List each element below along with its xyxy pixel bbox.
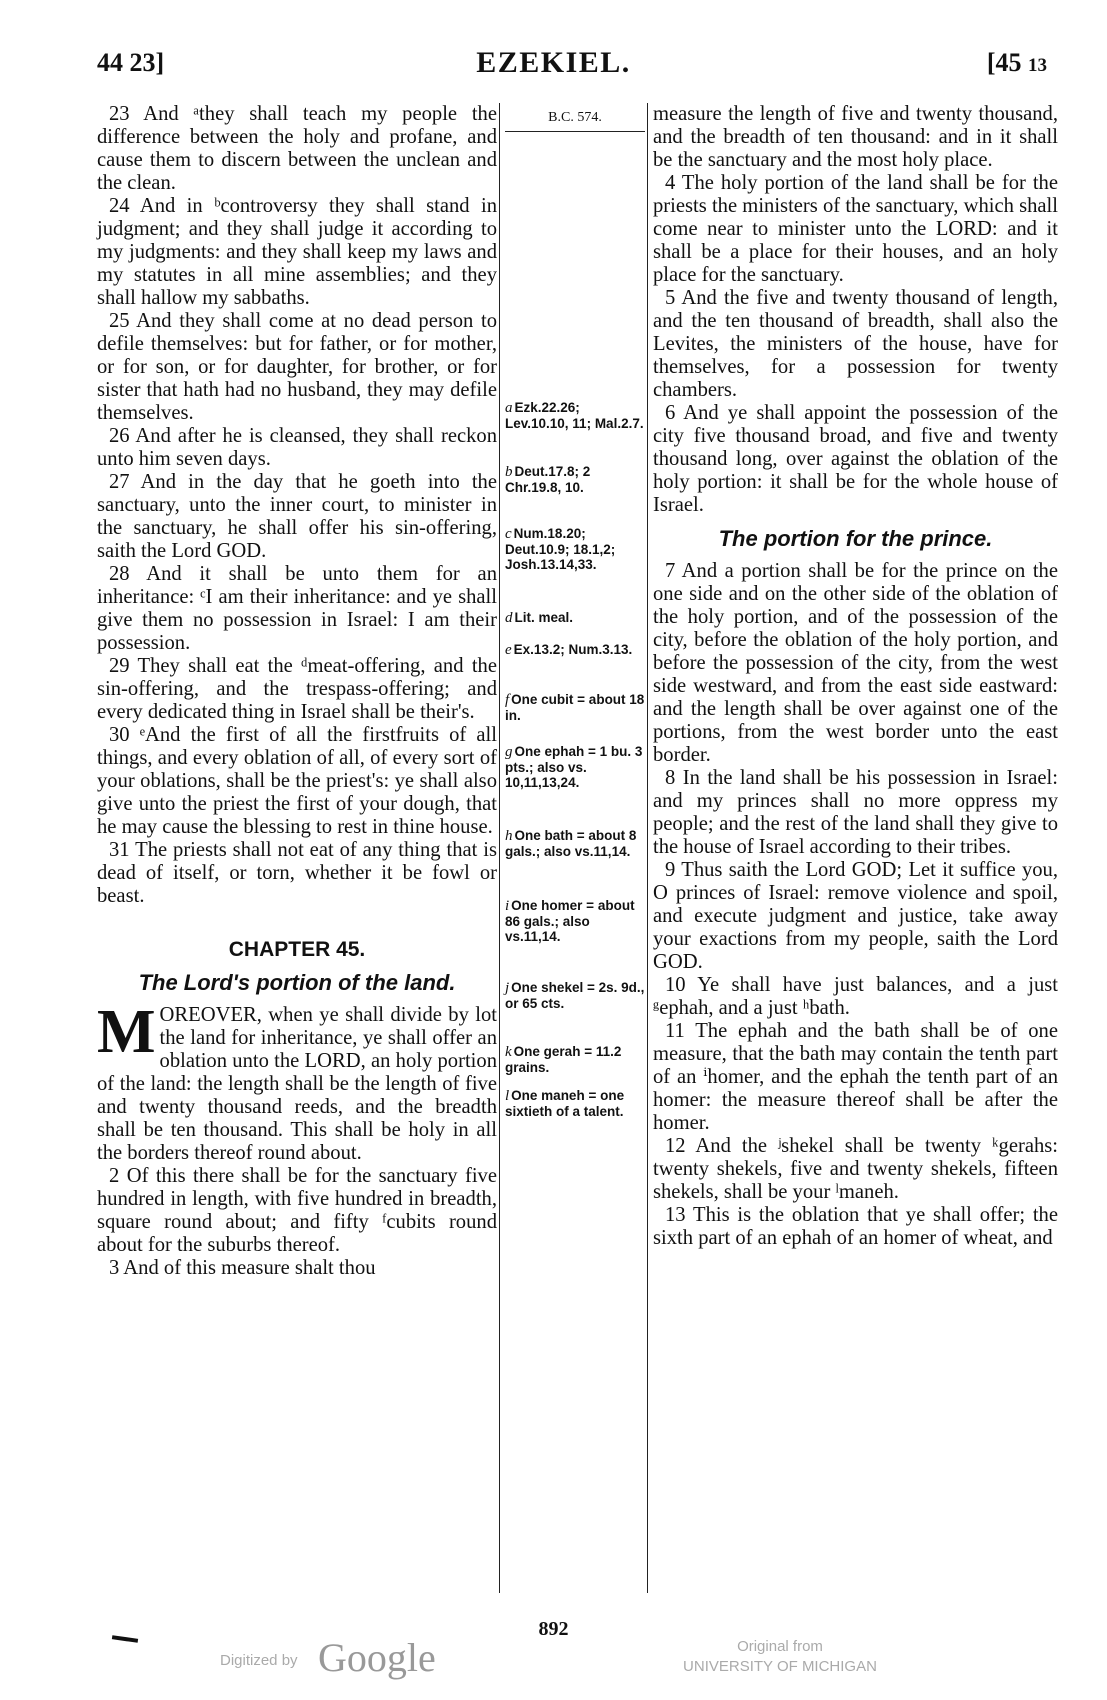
note-text: One gerah = 11.2 grains. — [505, 1044, 622, 1075]
margin-note — [505, 464, 645, 495]
verse-45-3: 3 And of this measure shalt thou — [109, 1257, 376, 1279]
verse-45-2: 2 Of this there shall be for the sanctuary five hundred in length, with five hundred in breadth, square round about; and fifty ᶠcubits round about for the suburbs thereof. — [97, 1165, 497, 1256]
verse-44-24: 24 And in ᵇcontroversy they shall stand in judgment; and they shall judge it according to my judgments: and they shall keep my laws and my statutes in all mine assemblies; and they shall hallow my sabbaths. — [97, 195, 497, 309]
verse-45-8: 8 In the land shall be his possession in Israel: and my princes shall no more oppress my people; and the rest of the land shall they give to the house of Israel according to their tribes. — [653, 767, 1058, 858]
note-mark: b — [505, 464, 513, 480]
verse-44-30: 30 ᵉAnd the first of all the firstfruits of all things, and every oblation of all, of every sort of your oblations, shall be the priest's: ye shall also give unto the priest the first of your dough, that he may cause the blessing to rest in thine house. — [97, 724, 497, 838]
note-text: Lit. meal. — [514, 610, 574, 625]
original-from-label: Original from — [737, 1638, 823, 1655]
verse-44-31: 31 The priests shall not eat of any thing that is dead of itself, or torn, whether it be fowl or beast. — [97, 839, 497, 907]
note-mark: g — [505, 744, 513, 760]
margin-year: B.C. 574. — [505, 110, 645, 132]
verse-45-4: 4 The holy portion of the land shall be for the priests the ministers of the sanctuary, which shall come near to minister unto the LORD: and it shall be a place for their houses, and an holy place for the sanctuary. — [653, 172, 1058, 286]
verse-45-1 — [97, 998, 497, 1165]
verse-44-29: 29 They shall eat the ᵈmeat-offering, and the sin-offering, and the trespass-offering; and every dedicated thing in Israel shall be their's. — [97, 655, 497, 723]
header-chapter-verse-left: 44 23] — [97, 48, 165, 77]
verse-45-3-cont: measure the length of five and twenty thousand, and the breadth of ten thousand: and in it shall be the sanctuary and the most holy place. — [653, 103, 1058, 171]
note-text: Num.18.20; Deut.10.9; 18.1,2; Josh.13.14,33. — [505, 526, 616, 572]
note-text: One bath = about 8 gals.; also vs.11,14. — [505, 828, 637, 859]
digitized-label: Digitized by — [220, 1652, 298, 1669]
header-chapter-verse-right — [987, 48, 1047, 78]
verse-45-11: 11 The ephah and the bath shall be of one measure, that the bath may contain the tenth part of an ⁱhomer, and the ephah the tenth part of an homer: the measure thereof shall be after the homer. — [653, 1020, 1058, 1134]
verse-45-13: 13 This is the oblation that ye shall offer; the sixth part of an ephah of an homer of wheat, and — [653, 1204, 1058, 1249]
left-text-column — [97, 103, 497, 1280]
margin-note — [505, 400, 645, 431]
note-text: Ezk.22.26; Lev.10.10, 11; Mal.2.7. — [505, 400, 644, 431]
margin-note — [505, 744, 645, 790]
margin-note — [505, 1044, 645, 1075]
verse-44-25: 25 And they shall come at no dead person to defile themselves: but for father, or for mother, or for son, or for daughter, for brother, or for sister that hath had no husband, they may defile themselves. — [97, 310, 497, 424]
note-mark: f — [505, 692, 510, 708]
note-text: One maneh = one sixtieth of a talent. — [505, 1088, 625, 1119]
note-mark: h — [505, 828, 513, 844]
verse-45-10: 10 Ye shall have just balances, and a just ᵍephah, and a just ʰbath. — [653, 974, 1058, 1019]
right-text-column — [653, 103, 1058, 1250]
verse-44-27: 27 And in the day that he goeth into the sanctuary, unto the inner court, to minister in the sanctuary, he shall offer his sin-offering, saith the Lord GOD. — [97, 471, 497, 562]
source-attribution — [660, 1637, 900, 1677]
verse-44-23: 23 And ᵃthey shall teach my people the difference between the holy and profane, and cause them to discern between the unclean and the clean. — [97, 103, 497, 194]
note-mark: k — [505, 1044, 512, 1060]
page-number: 892 — [538, 1618, 569, 1640]
drop-cap-letter: M — [97, 998, 156, 1066]
note-mark: a — [505, 400, 513, 416]
page-title: EZEKIEL. — [476, 46, 631, 79]
chapter-heading: CHAPTER 45. — [228, 938, 366, 961]
university-label: UNIVERSITY OF MICHIGAN — [683, 1658, 877, 1675]
note-mark: c — [505, 526, 512, 542]
verse-45-5: 5 And the five and twenty thousand of length, and the ten thousand of breadth, shall also the Levites, the ministers of the house, have for themselves, for a possession for twenty chambers. — [653, 287, 1058, 401]
note-mark: e — [505, 642, 512, 658]
note-mark: i — [505, 898, 510, 914]
note-text: One ephah = 1 bu. 3 pts.; also vs. 10,11,13,24. — [505, 744, 643, 790]
verse-45-9: 9 Thus saith the Lord GOD; Let it suffice you, O princes of Israel: remove violence and spoil, and execute judgment and justice, take away your exactions from my people, saith the Lord GOD. — [653, 859, 1058, 973]
header-right-verse: 13 — [1028, 55, 1047, 76]
margin-note — [505, 980, 645, 1011]
note-mark: l — [505, 1088, 510, 1104]
verse-45-6: 6 And ye shall appoint the possession of the city five thousand broad, and five and twenty thousand long, over against the oblation of the holy portion: it shall be for the whole house of Israel. — [653, 402, 1058, 516]
note-text: One shekel = 2s. 9d., or 65 cts. — [505, 980, 645, 1011]
note-mark: d — [505, 610, 513, 626]
margin-note — [505, 692, 645, 723]
note-text: Deut.17.8; 2 Chr.19.8, 10. — [505, 464, 591, 495]
google-logo: Google — [318, 1635, 436, 1680]
margin-note — [505, 1088, 645, 1119]
margin-note — [505, 610, 645, 626]
margin-note — [505, 828, 645, 859]
verse-44-28: 28 And it shall be unto them for an inheritance: ᶜI am their inheritance: and ye shall give them no possession in Israel: I am their possession. — [97, 563, 497, 654]
verse-45-1-text: OREOVER, when ye shall divide by lot the land for inheritance, ye shall offer an oblation unto the LORD, an holy portion of the land: the length shall be the length of five and twenty thousand reeds, and the breadth shall be ten thousand. This shall be holy in all the borders thereof round about. — [97, 1004, 497, 1164]
section-subheading: The portion for the prince. — [718, 526, 993, 551]
note-text: Ex.13.2; Num.3.13. — [513, 642, 633, 657]
margin-note — [505, 642, 645, 658]
note-text: One homer = about 86 gals.; also vs.11,14. — [505, 898, 635, 944]
column-divider-left — [499, 103, 500, 1593]
chapter-subheading: The Lord's portion of the land. — [138, 970, 456, 995]
margin-references — [505, 110, 645, 1119]
column-divider-right — [647, 103, 648, 1593]
note-text: One cubit = about 18 in. — [505, 692, 645, 723]
margin-note — [505, 898, 645, 944]
note-mark: j — [505, 980, 510, 996]
verse-45-12: 12 And the ʲshekel shall be twenty ᵏgerahs: twenty shekels, five and twenty shekels, fifteen shekels, shall be your ˡmaneh. — [653, 1135, 1058, 1203]
verse-45-7: 7 And a portion shall be for the prince on the one side and on the other side of the oblation of the holy portion, and of the possession of the city, before the oblation of the holy portion, and before the possession of the city, from the west side westward, and from the east side eastward: and the length shall be over against one of the portions, from the west border unto the east border. — [653, 560, 1058, 766]
margin-note — [505, 526, 645, 572]
header-right-main: [45 — [986, 48, 1022, 77]
verse-44-26: 26 And after he is cleansed, they shall reckon unto him seven days. — [97, 425, 497, 470]
